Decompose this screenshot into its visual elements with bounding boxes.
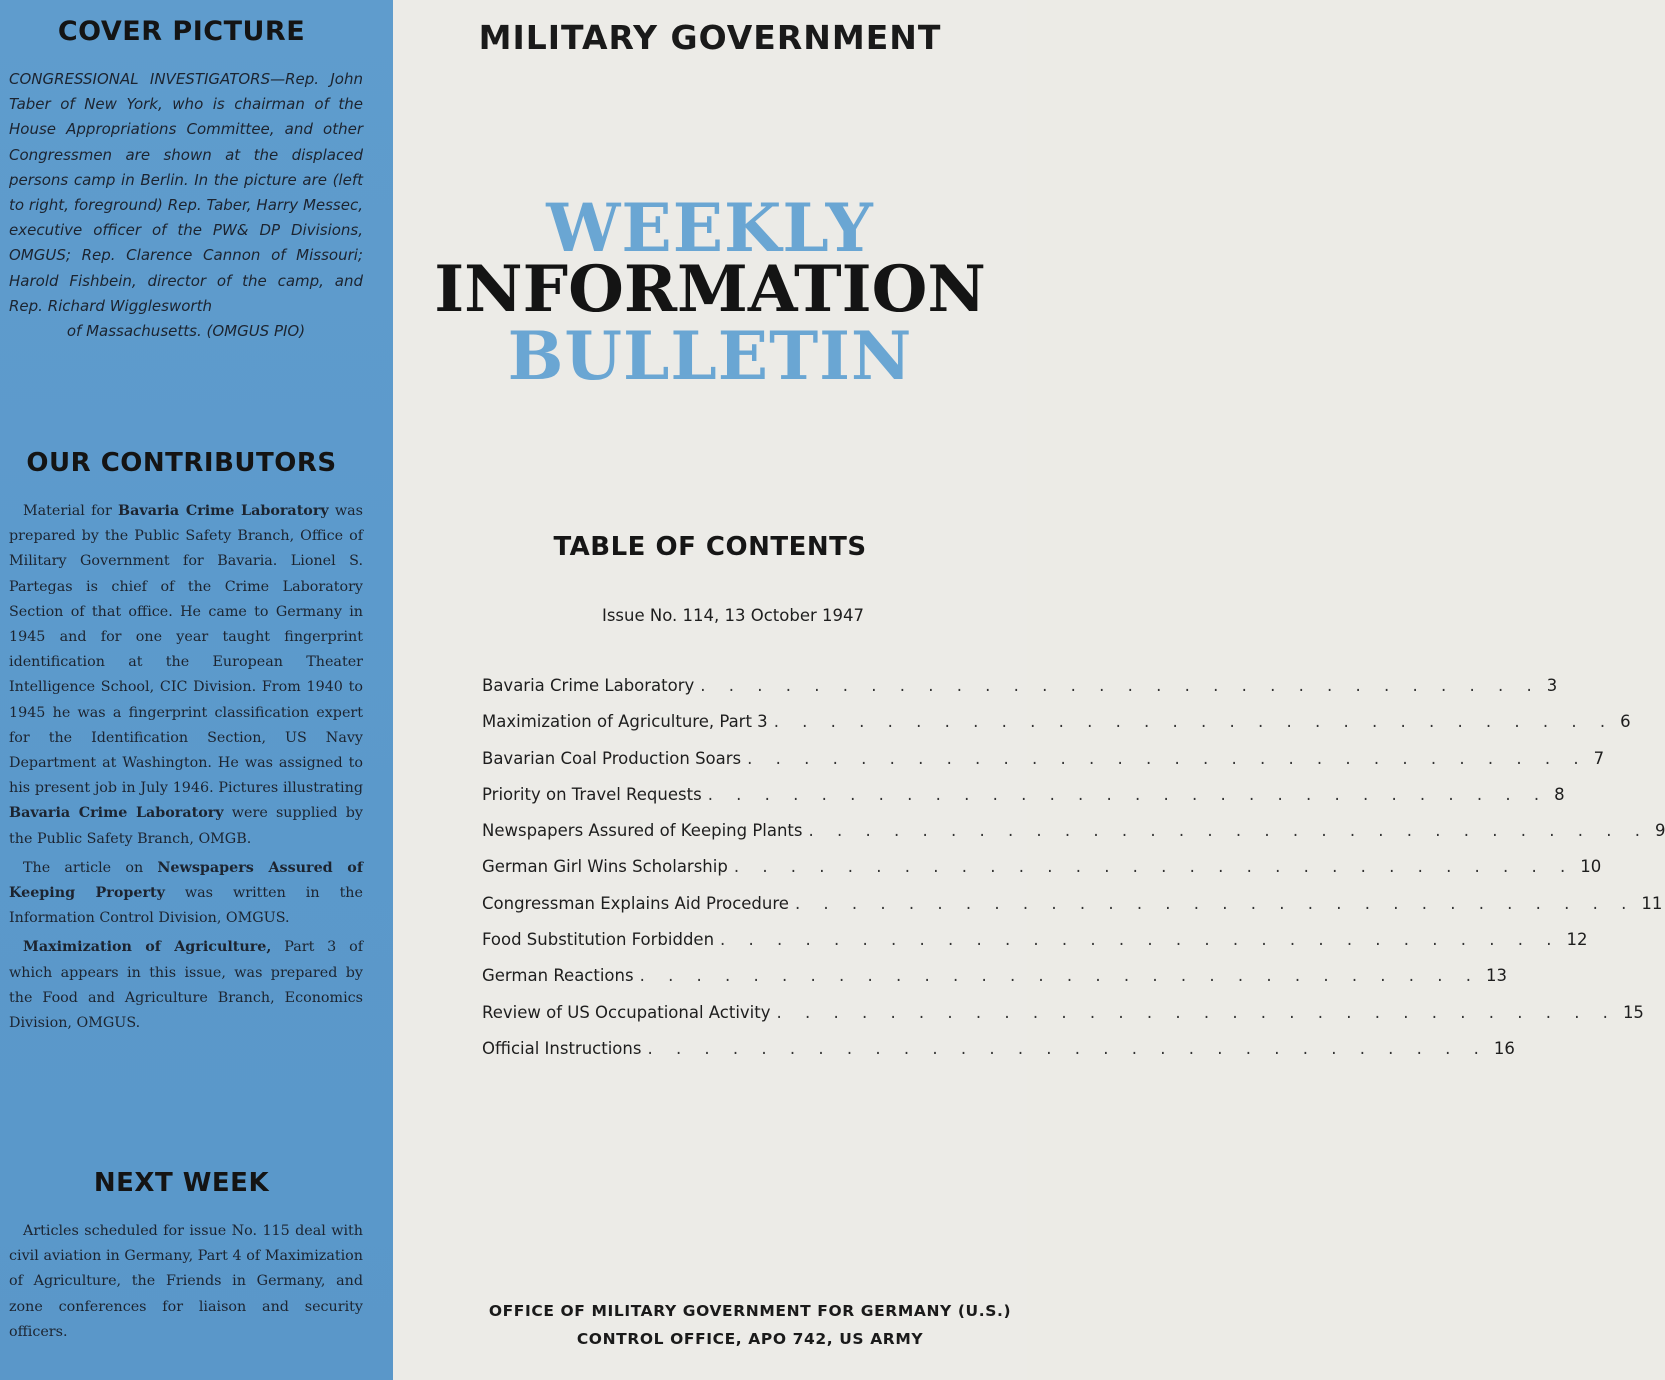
toc-entry-page: 10 bbox=[1580, 857, 1602, 877]
toc-entry-page: 7 bbox=[1593, 748, 1605, 768]
cover-caption-body: CONGRESSIONAL INVESTIGATORS—Rep. John Taber of New York, who is chairman of the House Appropriations Committee, and other Congressmen are shown at the displaced persons camp in Berlin. In the picture are (left to right, foreground) Rep. Taber, Harry Messec, executive officer of the PW& DP Divisions, OMGUS; Rep. Clarence Cannon of Missouri; Harold Fishbein, director of the camp, and Rep. Richard Wigglesworth bbox=[9, 70, 363, 315]
toc-entry-title: Food Substitution Forbidden bbox=[482, 930, 715, 950]
toc-dot-leader: . . . . . . . . . . . . . . . . . . . . . . . . . . . . . . bbox=[707, 784, 1549, 804]
cover-picture-heading: COVER PICTURE bbox=[57, 16, 306, 47]
toc-entry-title: German Reactions bbox=[482, 966, 634, 986]
toc-dot-leader: . . . . . . . . . . . . . . . . . . . . . . . . . . . . . . bbox=[747, 748, 1588, 768]
text-run: Material for bbox=[23, 503, 119, 519]
toc-entry-title: Bavaria Crime Laboratory bbox=[482, 676, 695, 695]
toc-entry[interactable] bbox=[482, 930, 1588, 966]
toc-entry-title: Congressman Explains Aid Procedure bbox=[482, 893, 789, 913]
contributors-paragraph-3 bbox=[9, 935, 363, 1036]
contributors-heading: OUR CONTRIBUTORS bbox=[26, 448, 337, 478]
text-run: Part 3 of which appears in this issue, was prepared by the Food and Agriculture Branch, Economics Division, OMGUS. bbox=[9, 939, 364, 1032]
toc-entry-title: German Girl Wins Scholarship bbox=[482, 857, 728, 877]
article-reference: Newspapers Assured of Keeping Property bbox=[9, 859, 363, 902]
toc-entry-page: 9 bbox=[1654, 821, 1665, 841]
footer-control-line: CONTROL OFFICE, APO 742, US ARMY bbox=[576, 1330, 924, 1348]
cover-picture-caption bbox=[9, 67, 363, 344]
issue-number-date: Issue No. 114, 13 October 1947 bbox=[601, 606, 865, 625]
toc-entry[interactable] bbox=[482, 893, 1663, 930]
toc-dot-leader: . . . . . . . . . . . . . . . . . . . . . . . . . . . . . . bbox=[733, 857, 1575, 877]
toc-entry[interactable] bbox=[482, 1002, 1644, 1039]
cover-caption-last-line: of Massachusetts. (OMGUS PIO) bbox=[66, 322, 306, 341]
article-reference: Bavaria Crime Laboratory bbox=[118, 503, 329, 519]
contributors-text bbox=[9, 499, 363, 1040]
toc-entry[interactable] bbox=[482, 784, 1565, 821]
toc-entry[interactable] bbox=[482, 712, 1631, 748]
toc-entry[interactable] bbox=[482, 676, 1558, 712]
table-of-contents-list bbox=[482, 676, 1665, 1075]
toc-entry-page: 3 bbox=[1546, 676, 1558, 695]
contributors-paragraph-2 bbox=[9, 856, 363, 932]
toc-dot-leader: . . . . . . . . . . . . . . . . . . . . . . . . . . . . . . bbox=[639, 966, 1481, 986]
toc-entry-title: Newspapers Assured of Keeping Plants bbox=[482, 821, 803, 841]
toc-entry[interactable] bbox=[482, 966, 1508, 1002]
toc-entry-page: 13 bbox=[1486, 966, 1508, 986]
toc-entry-title: Priority on Travel Requests bbox=[482, 784, 702, 804]
toc-entry-page: 8 bbox=[1554, 784, 1565, 804]
toc-dot-leader: . . . . . . . . . . . . . . . . . . . . . . . . . . . . . . bbox=[794, 893, 1636, 913]
toc-entry-page: 12 bbox=[1566, 930, 1588, 950]
toc-entry-title: Review of US Occupational Activity bbox=[482, 1002, 771, 1022]
footer-office-line: OFFICE OF MILITARY GOVERNMENT FOR GERMANY (U.S.) bbox=[488, 1302, 1012, 1320]
next-week-heading: NEXT WEEK bbox=[93, 1168, 270, 1198]
military-government-title: MILITARY GOVERNMENT bbox=[478, 18, 942, 57]
text-run: The article on bbox=[23, 859, 158, 876]
toc-dot-leader: . . . . . . . . . . . . . . . . . . . . . . . . . . . . . . bbox=[808, 821, 1649, 841]
toc-dot-leader: . . . . . . . . . . . . . . . . . . . . . . . . . . . . . . bbox=[720, 930, 1561, 950]
text-run: was prepared by the Public Safety Branch, Office of Military Government for Bavaria. Lionel S. Partegas is chief of the Crime Laboratory Section of that office. He came to Germany in 1945 and for one year taught fingerprint identification at the European Theater Intelligence School, CIC Division. From 1940 to 1945 he was a fingerprint classification expert for the Identification Section, US Navy Department at Washington. He was assigned to his present job in July 1946. Pictures illustrating bbox=[9, 503, 363, 797]
toc-entry-page: 16 bbox=[1493, 1038, 1515, 1058]
contributors-paragraph-1 bbox=[9, 499, 363, 852]
toc-entry-title: Maximization of Agriculture, Part 3 bbox=[482, 712, 768, 732]
masthead-information: INFORMATION bbox=[434, 252, 986, 327]
toc-entry[interactable] bbox=[482, 748, 1605, 785]
toc-dot-leader: . . . . . . . . . . . . . . . . . . . . . . . . . . . . . . bbox=[773, 712, 1615, 732]
toc-dot-leader: . . . . . . . . . . . . . . . . . . . . . . . . . . . . . . bbox=[647, 1038, 1488, 1058]
masthead-weekly: WEEKLY bbox=[546, 189, 874, 267]
toc-entry-page: 11 bbox=[1641, 893, 1663, 913]
toc-entry-page: 15 bbox=[1622, 1002, 1644, 1022]
next-week-text: Articles scheduled for issue No. 115 deal with civil aviation in Germany, Part 4 of Maximization of Agriculture, the Friends in Germany, and zone conferences for liaison and security officers. bbox=[9, 1223, 363, 1340]
toc-entry-page: 6 bbox=[1620, 712, 1631, 732]
text-run: were supplied by the Public Safety Branch, OMGB. bbox=[9, 805, 363, 847]
toc-entry-title: Official Instructions bbox=[482, 1038, 642, 1058]
text-run: was written in the Information Control Division, OMGUS. bbox=[9, 885, 363, 927]
toc-entry[interactable] bbox=[482, 857, 1602, 893]
masthead-bulletin: BULLETIN bbox=[507, 317, 913, 395]
article-reference: Maximization of Agriculture, bbox=[23, 939, 272, 956]
toc-dot-leader: . . . . . . . . . . . . . . . . . . . . . . . . . . . . . . bbox=[776, 1002, 1617, 1022]
toc-dot-leader: . . . . . . . . . . . . . . . . . . . . . . . . . . . . . . bbox=[700, 676, 1541, 695]
toc-entry-title: Bavarian Coal Production Soars bbox=[482, 748, 742, 768]
toc-entry[interactable] bbox=[482, 821, 1665, 857]
article-reference: Bavaria Crime Laboratory bbox=[9, 805, 224, 822]
toc-entry[interactable] bbox=[482, 1038, 1515, 1075]
table-of-contents-heading: TABLE OF CONTENTS bbox=[553, 532, 867, 562]
